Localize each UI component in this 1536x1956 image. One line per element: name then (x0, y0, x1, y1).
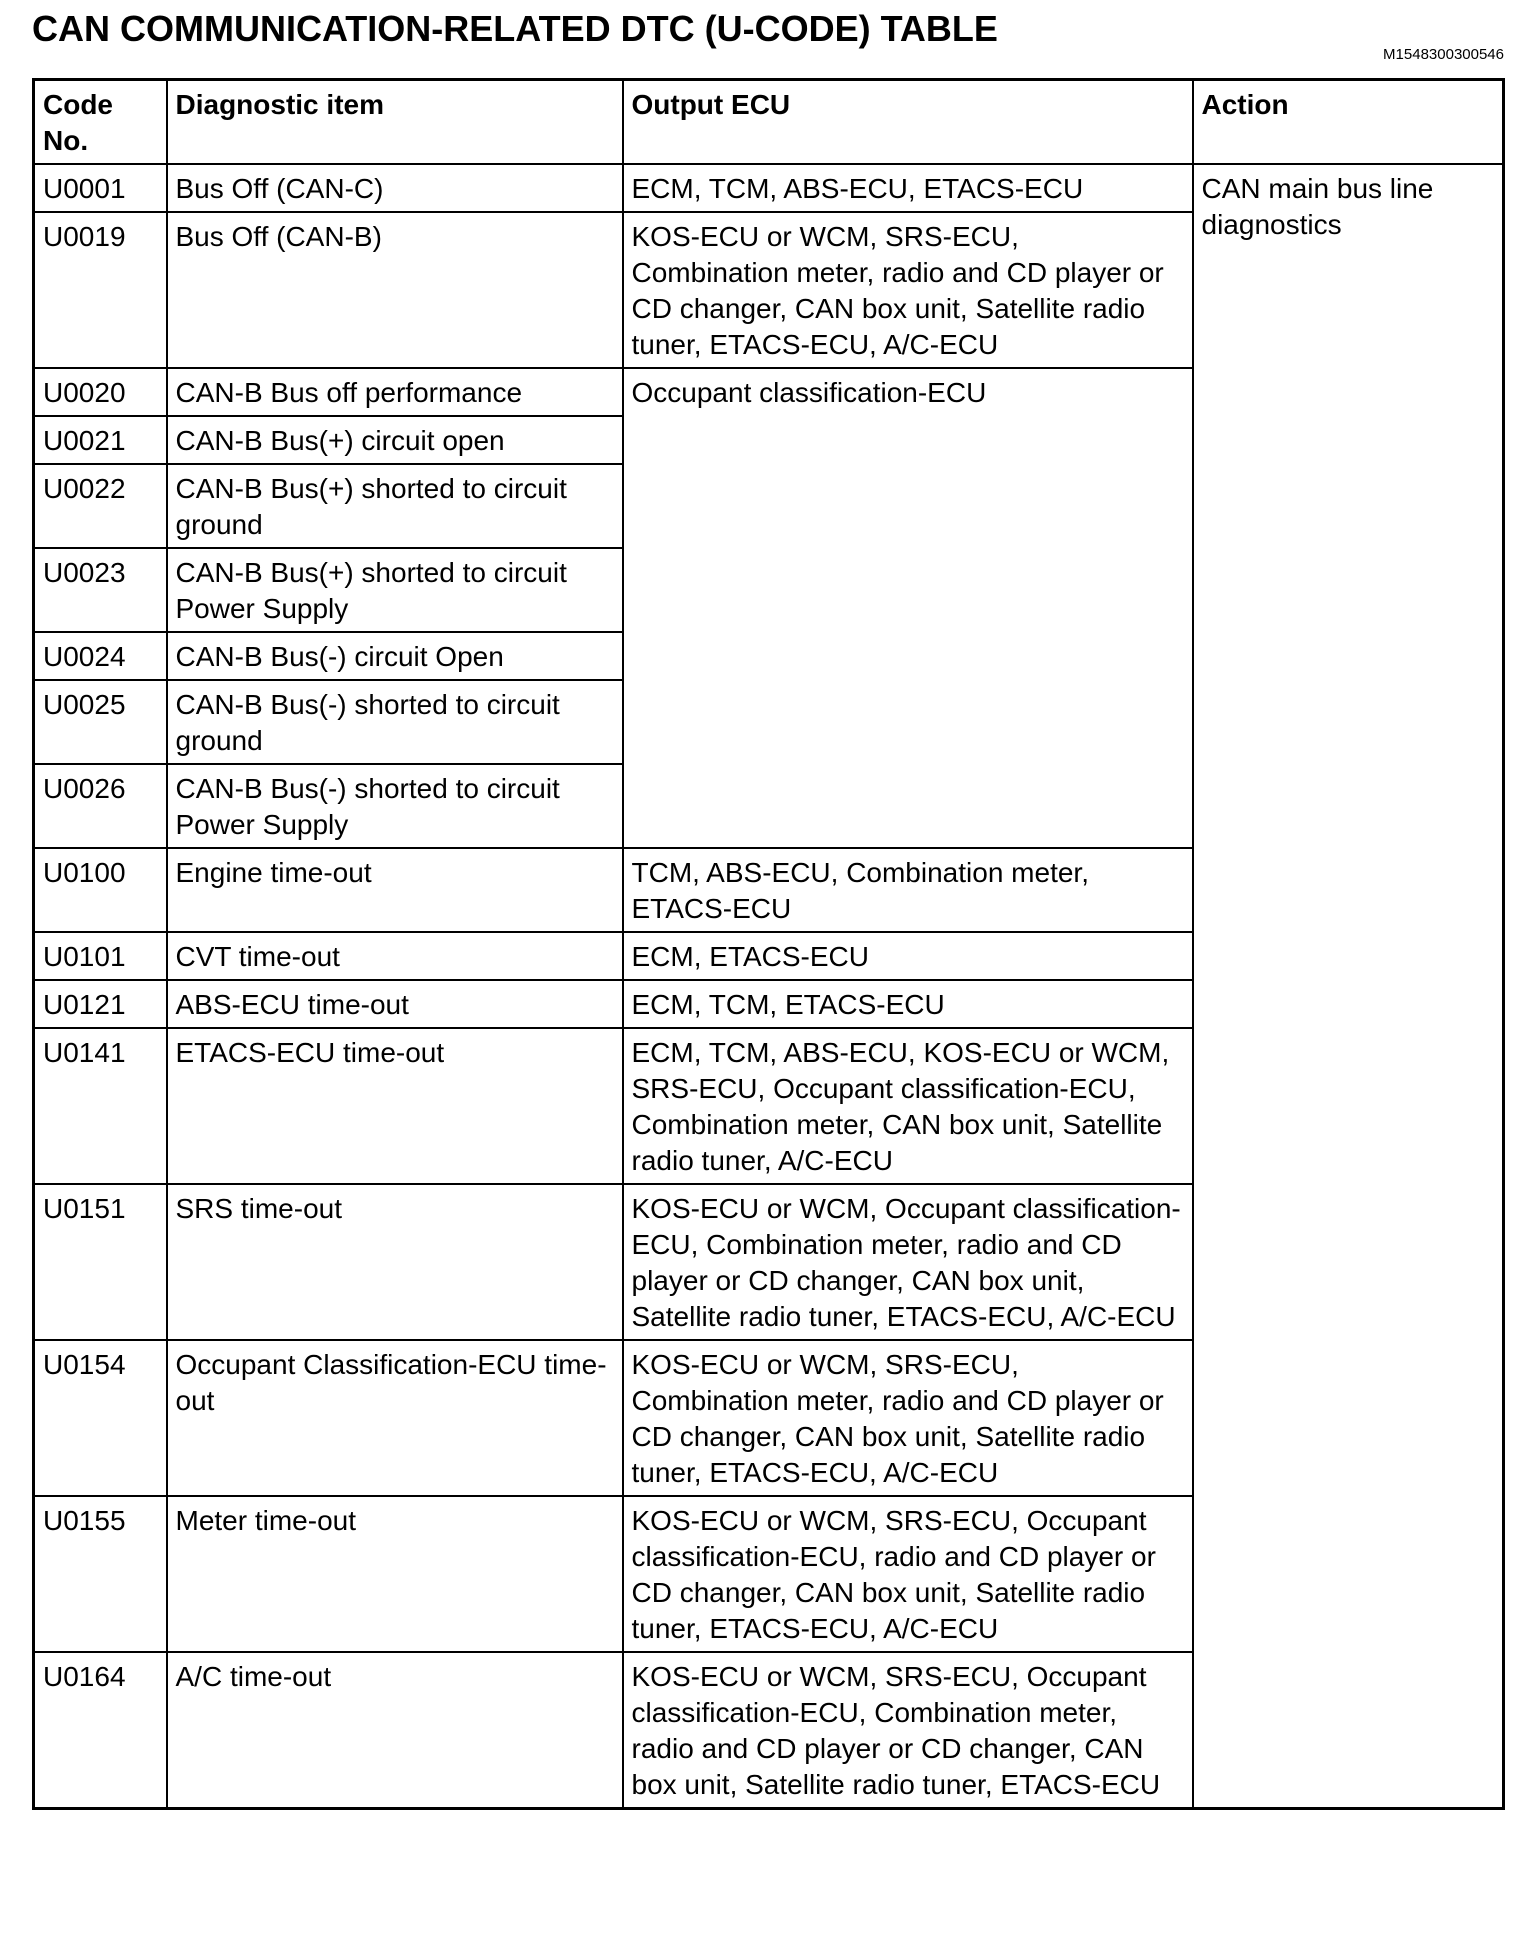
ecu-cell: ECM, TCM, ABS-ECU, ETACS-ECU (623, 164, 1193, 212)
ecu-cell: KOS-ECU or WCM, SRS-ECU, Combination meter, radio and CD player or CD changer, CAN box unit, Satellite radio tuner, ETACS-ECU, A/C-ECU (623, 212, 1193, 368)
header-output-ecu: Output ECU (623, 80, 1193, 165)
item-cell: Occupant Classification-ECU time-out (167, 1340, 623, 1496)
code-cell: U0021 (34, 416, 167, 464)
item-cell: CAN-B Bus off performance (167, 368, 623, 416)
item-cell: Bus Off (CAN-B) (167, 212, 623, 368)
document-id: M1548300300546 (1383, 46, 1504, 63)
code-cell: U0019 (34, 212, 167, 368)
item-cell: CVT time-out (167, 932, 623, 980)
ecu-cell: KOS-ECU or WCM, SRS-ECU, Occupant classification-ECU, Combination meter, radio and CD player or CD changer, CAN box unit, Satellite radio tuner, ETACS-ECU (623, 1652, 1193, 1809)
header-diagnostic-item: Diagnostic item (167, 80, 623, 165)
code-cell: U0001 (34, 164, 167, 212)
item-cell: SRS time-out (167, 1184, 623, 1340)
action-cell: CAN main bus line diagnostics (1193, 164, 1504, 1809)
ecu-cell: ECM, TCM, ABS-ECU, KOS-ECU or WCM, SRS-ECU, Occupant classification-ECU, Combination meter, CAN box unit, Satellite radio tuner, A/C-ECU (623, 1028, 1193, 1184)
header-action: Action (1193, 80, 1504, 165)
code-cell: U0154 (34, 1340, 167, 1496)
item-cell: CAN-B Bus(+) circuit open (167, 416, 623, 464)
item-cell: A/C time-out (167, 1652, 623, 1809)
code-cell: U0151 (34, 1184, 167, 1340)
page-title: CAN COMMUNICATION-RELATED DTC (U-CODE) TABLE (32, 8, 998, 49)
code-cell: U0164 (34, 1652, 167, 1809)
item-cell: CAN-B Bus(-) shorted to circuit ground (167, 680, 623, 764)
ecu-cell: KOS-ECU or WCM, SRS-ECU, Combination meter, radio and CD player or CD changer, CAN box unit, Satellite radio tuner, ETACS-ECU, A/C-ECU (623, 1340, 1193, 1496)
item-cell: CAN-B Bus(+) shorted to circuit ground (167, 464, 623, 548)
code-cell: U0026 (34, 764, 167, 848)
item-cell: CAN-B Bus(-) shorted to circuit Power Supply (167, 764, 623, 848)
code-cell: U0022 (34, 464, 167, 548)
item-cell: Engine time-out (167, 848, 623, 932)
dtc-table (32, 78, 1505, 1810)
code-cell: U0121 (34, 980, 167, 1028)
ecu-cell: Occupant classification-ECU (623, 368, 1193, 848)
code-cell: U0024 (34, 632, 167, 680)
item-cell: CAN-B Bus(-) circuit Open (167, 632, 623, 680)
ecu-cell: KOS-ECU or WCM, SRS-ECU, Occupant classification-ECU, radio and CD player or CD changer, CAN box unit, Satellite radio tuner, ETACS-ECU, A/C-ECU (623, 1496, 1193, 1652)
code-cell: U0155 (34, 1496, 167, 1652)
item-cell: Bus Off (CAN-C) (167, 164, 623, 212)
code-cell: U0025 (34, 680, 167, 764)
code-cell: U0020 (34, 368, 167, 416)
ecu-cell: ECM, ETACS-ECU (623, 932, 1193, 980)
ecu-cell: KOS-ECU or WCM, Occupant classification-ECU, Combination meter, radio and CD player or CD changer, CAN box unit, Satellite radio tuner, ETACS-ECU, A/C-ECU (623, 1184, 1193, 1340)
code-cell: U0023 (34, 548, 167, 632)
code-cell: U0141 (34, 1028, 167, 1184)
item-cell: CAN-B Bus(+) shorted to circuit Power Supply (167, 548, 623, 632)
item-cell: Meter time-out (167, 1496, 623, 1652)
item-cell: ETACS-ECU time-out (167, 1028, 623, 1184)
ecu-cell: ECM, TCM, ETACS-ECU (623, 980, 1193, 1028)
ecu-cell: TCM, ABS-ECU, Combination meter, ETACS-ECU (623, 848, 1193, 932)
table-row (34, 164, 1504, 212)
code-cell: U0100 (34, 848, 167, 932)
table-header-row (34, 80, 1504, 165)
header-code: Code No. (34, 80, 167, 165)
item-cell: ABS-ECU time-out (167, 980, 623, 1028)
code-cell: U0101 (34, 932, 167, 980)
